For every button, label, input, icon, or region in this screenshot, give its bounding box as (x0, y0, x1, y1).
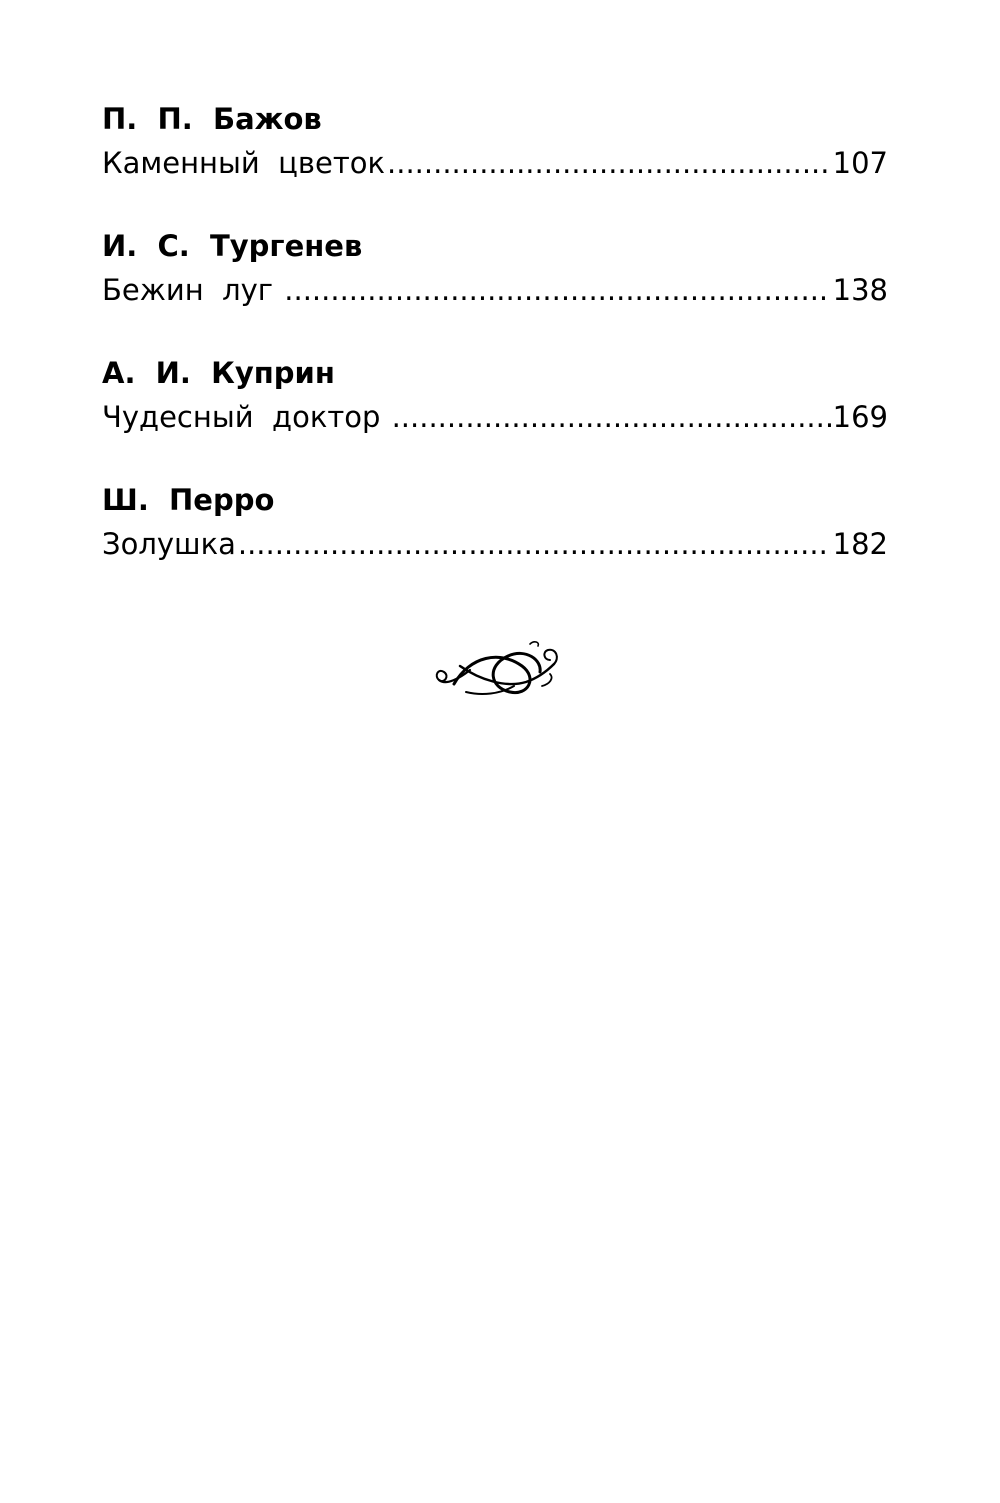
toc-entry-bazhov (102, 96, 888, 184)
toc-line[interactable] (102, 142, 888, 184)
dot-leader (238, 523, 831, 565)
dot-leader (387, 142, 831, 184)
author-name: П. П. Бажов (102, 102, 322, 136)
story-title: Чудесный доктор (102, 400, 390, 434)
dot-leader (392, 396, 831, 438)
author-name: А. И. Куприн (102, 356, 335, 390)
toc-entry-perrault (102, 477, 888, 565)
table-of-contents (102, 96, 888, 604)
toc-entry-turgenev (102, 223, 888, 311)
dot-leader (284, 269, 830, 311)
toc-line[interactable] (102, 396, 888, 438)
story-title: Каменный цветок (102, 146, 386, 180)
flourish-ornament-icon (430, 636, 564, 706)
toc-line[interactable] (102, 269, 888, 311)
page-number: 182 (832, 527, 888, 561)
story-title: Бежин луг (102, 273, 283, 307)
page-number: 107 (832, 146, 888, 180)
toc-entry-kuprin (102, 350, 888, 438)
author-name: И. С. Тургенев (102, 229, 363, 263)
page-number: 169 (832, 400, 888, 434)
story-title: Золушка (102, 527, 236, 561)
toc-line[interactable] (102, 523, 888, 565)
author-name: Ш. Перро (102, 483, 275, 517)
page-number: 138 (832, 273, 888, 307)
